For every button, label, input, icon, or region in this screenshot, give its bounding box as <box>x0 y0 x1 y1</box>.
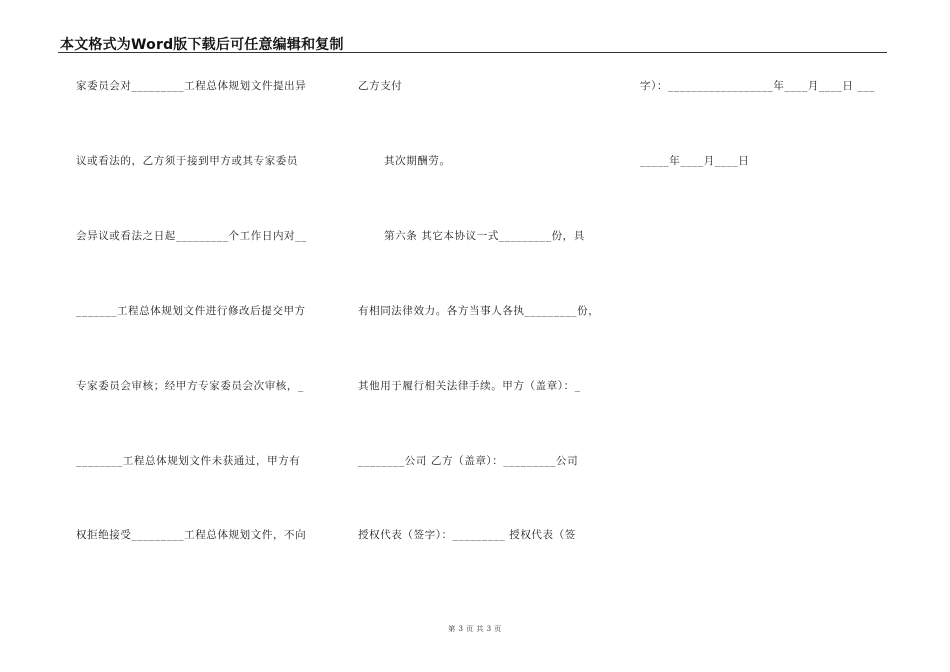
header-divider <box>58 52 887 53</box>
text-line: 权拒绝接受_________工程总体规划文件，不向 <box>76 529 307 541</box>
text-line: ________公司 乙方（盖章）：_________公司 <box>358 455 579 467</box>
text-line: 会异议或看法之日起_________个工作日内对__ <box>76 230 307 242</box>
text-line: 乙方支付 <box>358 80 403 92</box>
text-line: 其他用于履行相关法律手续。甲方（盖章）：_ <box>358 380 581 392</box>
text-line: 授权代表（签字）：_________ 授权代表（签 <box>358 529 576 541</box>
text-line: _______工程总体规划文件进行修改后提交甲方 <box>76 305 306 317</box>
text-line: ________工程总体规划文件未获通过，甲方有 <box>76 455 301 467</box>
text-line: 其次期酬劳。 <box>384 155 451 167</box>
page-number: 第 3 页 共 3 页 <box>448 625 502 633</box>
text-line: 专家委员会审核；经甲方专家委员会次审核，_ <box>76 380 304 392</box>
text-line: 家委员会对_________工程总体规划文件提出异 <box>76 80 307 92</box>
text-line: 第六条 其它本协议一式_________份，具 <box>384 230 585 242</box>
text-line: 议或看法的，乙方须于接到甲方或其专家委员 <box>76 155 298 167</box>
document-header-title: 本文格式为Word版下载后可任意编辑和复制 <box>60 37 344 53</box>
text-line: _____年____月____日 <box>640 155 750 167</box>
text-line: 有相同法律效力。各方当事人各执_________份， <box>358 305 600 317</box>
text-line: 字）：__________________年____月____日 ___ <box>640 80 875 92</box>
